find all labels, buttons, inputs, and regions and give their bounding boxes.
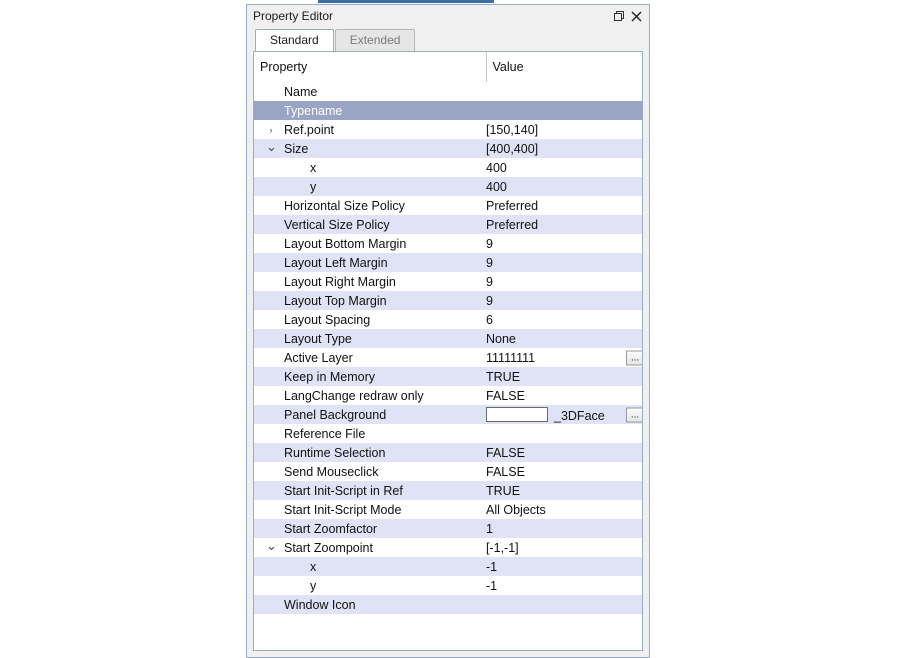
filler-cell [486,614,643,651]
property-name-cell [254,348,486,367]
property-value-cell[interactable] [486,196,643,215]
property-name-cell [254,291,486,310]
property-value-label: [400,400] [486,141,539,156]
property-value-cell[interactable] [486,101,643,120]
property-value-label: _3DFace [554,408,605,423]
property-value-cell[interactable] [486,386,643,405]
filler-cell [254,614,486,651]
table-row[interactable] [254,443,643,462]
property-value-label: 9 [486,274,493,289]
property-name-cell [254,481,486,500]
property-table-body [254,82,643,651]
table-row[interactable] [254,158,643,177]
property-name-cell [254,443,486,462]
property-name-cell [254,139,486,158]
table-row[interactable] [254,538,643,557]
property-name-label: Layout Spacing [284,312,371,327]
property-value-cell[interactable] [486,139,643,158]
table-filler-row [254,614,643,651]
property-name-label: Ref.point [284,122,335,137]
property-name-label: Typename [284,103,343,118]
property-name-label: y [310,578,317,593]
property-value-label: 9 [486,255,493,270]
property-value-cell[interactable] [486,272,643,291]
property-value-label: FALSE [486,445,525,460]
property-value-cell[interactable] [486,443,643,462]
property-name-label: Start Zoomfactor [284,521,378,536]
property-value-label: TRUE [486,483,521,498]
property-name-cell [254,386,486,405]
property-name-cell [254,557,486,576]
property-name-label: Reference File [284,426,366,441]
close-icon[interactable] [628,8,645,25]
property-name-label: Active Layer [284,350,353,365]
property-value-cell[interactable] [486,367,643,386]
property-table [254,52,643,651]
color-swatch[interactable] [486,407,548,422]
property-name-label: Keep in Memory [284,369,376,384]
column-header-value: Value [486,52,643,82]
property-name-cell [254,310,486,329]
property-name-label: LangChange redraw only [284,388,424,403]
property-name-label: Start Zoompoint [284,540,373,555]
property-name-cell [254,462,486,481]
tab-strip [247,27,649,51]
table-row[interactable] [254,291,643,310]
table-row[interactable] [254,310,643,329]
property-name-cell [254,82,486,101]
table-row[interactable] [254,329,643,348]
table-row[interactable] [254,576,643,595]
property-name-label: Layout Type [284,331,352,346]
table-row[interactable] [254,348,643,367]
property-name-label: Window Icon [284,597,356,612]
property-value-label: Preferred [486,217,539,232]
property-value-label: 400 [486,179,507,194]
property-name-label: Runtime Selection [284,445,386,460]
table-row[interactable] [254,101,643,120]
window-titlebar [247,5,649,27]
property-value-label: 1 [486,521,493,536]
property-value-label: 6 [486,312,493,327]
property-grid [253,51,643,651]
property-name-cell [254,500,486,519]
property-value-label: -1 [486,578,498,593]
property-value-label: FALSE [486,464,525,479]
table-row[interactable] [254,215,643,234]
tab-extended[interactable]: Extended [335,29,416,51]
chevron-down-icon[interactable]: ⌄ [266,139,277,154]
table-row[interactable] [254,367,643,386]
table-row[interactable] [254,557,643,576]
property-name-label: x [310,160,317,175]
property-name-cell [254,538,486,557]
property-value-cell[interactable] [486,291,643,310]
property-name-cell [254,101,486,120]
chevron-right-icon[interactable]: › [269,124,273,135]
property-value-cell[interactable] [486,215,643,234]
property-name-cell [254,234,486,253]
property-name-cell [254,120,486,139]
property-name-label: Layout Right Margin [284,274,396,289]
table-header-row [254,52,643,82]
property-value-label: None [486,331,516,346]
property-value-cell[interactable] [486,329,643,348]
property-name-label: Panel Background [284,407,387,422]
property-name-cell [254,177,486,196]
property-name-cell [254,272,486,291]
property-value-cell[interactable] [486,538,643,557]
restore-window-icon[interactable] [611,8,628,25]
property-value-label: 9 [486,293,493,308]
property-value-cell[interactable] [486,595,643,614]
table-row[interactable] [254,234,643,253]
table-row[interactable] [254,500,643,519]
table-row[interactable] [254,253,643,272]
background-window-edge [318,0,494,3]
table-row[interactable] [254,272,643,291]
property-name-cell [254,405,486,424]
property-value-cell[interactable] [486,177,643,196]
property-value-label: 400 [486,160,507,175]
property-value-label: 9 [486,236,493,251]
property-value-cell[interactable] [486,481,643,500]
property-name-label: Horizontal Size Policy [284,198,405,213]
chevron-down-icon[interactable]: ⌄ [266,538,277,553]
property-value-label: [150,140] [486,122,539,137]
property-name-label: Vertical Size Policy [284,217,390,232]
property-value-cell[interactable] [486,405,643,424]
table-row[interactable] [254,196,643,215]
table-row[interactable] [254,595,643,614]
property-name-cell [254,329,486,348]
property-name-cell [254,519,486,538]
property-value-cell[interactable] [486,424,643,443]
property-name-label: x [310,559,317,574]
property-editor-window [246,4,650,658]
table-row[interactable] [254,462,643,481]
property-value-cell[interactable] [486,576,643,595]
property-name-cell [254,424,486,443]
property-name-label: Layout Bottom Margin [284,236,407,251]
property-value-cell[interactable] [486,82,643,101]
property-value-label: 11111111 [486,350,536,365]
property-value-label: FALSE [486,388,525,403]
property-name-label: y [310,179,317,194]
table-row[interactable] [254,386,643,405]
ellipsis-button[interactable]: ... [626,350,643,365]
table-row[interactable] [254,519,643,538]
property-name-cell [254,215,486,234]
property-name-cell [254,367,486,386]
property-name-cell [254,253,486,272]
property-value-cell[interactable] [486,462,643,481]
property-value-cell[interactable] [486,348,643,367]
table-row[interactable] [254,424,643,443]
window-title: Property Editor [253,9,334,23]
property-name-label: Send Mouseclick [284,464,379,479]
property-name-label: Start Init-Script Mode [284,502,402,517]
property-name-label: Layout Left Margin [284,255,388,270]
property-name-label: Size [284,141,309,156]
property-value-cell[interactable] [486,120,643,139]
property-name-cell [254,595,486,614]
property-name-cell [254,576,486,595]
property-value-cell[interactable] [486,519,643,538]
property-name-label: Name [284,84,318,99]
property-name-cell [254,196,486,215]
table-row[interactable] [254,120,643,139]
property-value-label: All Objects [486,502,546,517]
table-row[interactable] [254,405,643,424]
property-name-cell [254,158,486,177]
table-row[interactable] [254,139,643,158]
property-value-cell[interactable] [486,158,643,177]
property-value-cell[interactable] [486,557,643,576]
property-name-label: Start Init-Script in Ref [284,483,403,498]
property-value-label: TRUE [486,369,521,384]
table-row[interactable] [254,481,643,500]
property-name-label: Layout Top Margin [284,293,387,308]
property-value-cell[interactable] [486,253,643,272]
tab-standard[interactable]: Standard [255,29,334,51]
property-value-cell[interactable] [486,310,643,329]
ellipsis-button[interactable]: ... [626,407,643,422]
table-row[interactable] [254,82,643,101]
property-value-label: Preferred [486,198,539,213]
table-row[interactable] [254,177,643,196]
property-value-cell[interactable] [486,500,643,519]
property-value-cell[interactable] [486,234,643,253]
property-value-label: -1 [486,559,498,574]
property-value-label: [-1,-1] [486,540,519,555]
column-header-property: Property [254,52,486,82]
